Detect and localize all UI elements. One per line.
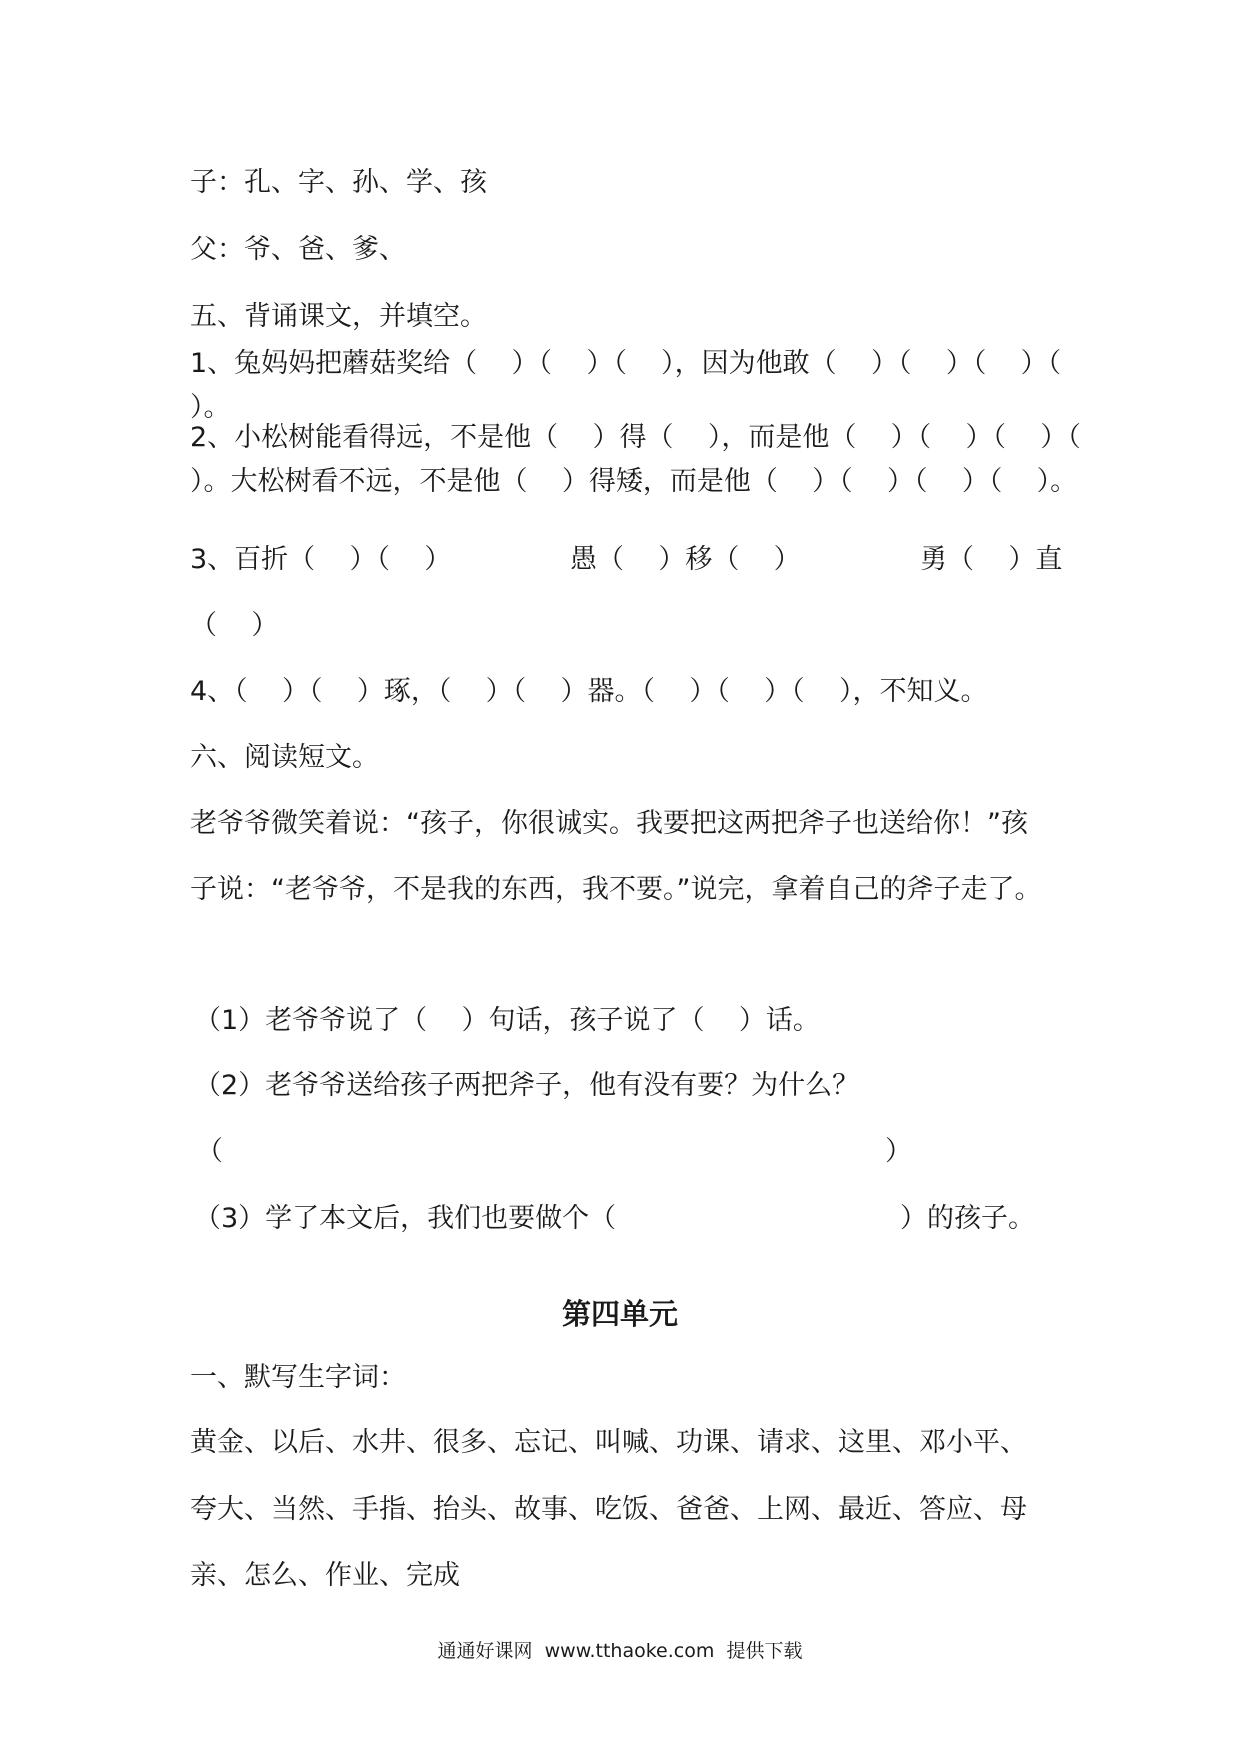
unit-four-heading: 第四单元: [561, 1297, 678, 1331]
word-list-line-1: 黄金、以后、水井、很多、忘记、叫喊、功课、请求、这里、邓小平、: [190, 1427, 1027, 1458]
unit-four-section-one-title: 一、默写生字词：: [190, 1362, 406, 1393]
question-5-3-part-a: 3、百折（ ）（ ）: [190, 544, 452, 575]
page-footer: 通通好课网 www.tthaoke.com 提供下载: [437, 1640, 803, 1662]
question-5-3-part-c: 勇（ ）直: [920, 544, 1063, 575]
question-5-3-part-d: （ ）: [190, 610, 279, 641]
question-6-2-answer-open: （: [196, 1136, 223, 1167]
question-5-4: 4、（ ）（ ）琢，（ ）（ ）器。（ ）（ ）（ ），不知义。: [190, 676, 988, 707]
radical-fu-line: 父：爷、爸、爹、: [190, 234, 406, 265]
question-6-3-part-b: ）的孩子。: [900, 1203, 1035, 1234]
question-5-1: 1、兔妈妈把蘑菇奖给（ ）（ ）（ ），因为他敢（ ）（ ）（ ）（ ）。: [190, 348, 1096, 423]
question-6-2-answer-close: ）: [885, 1136, 912, 1167]
question-5-3-part-b: 愚（ ）移（ ）: [570, 544, 801, 575]
question-5-2: 2、小松树能看得远，不是他（ ）得（ ），而是他（ ）（ ）（ ）（ ）。大松树看不远，不是他（ ）得矮，而是他（ ）（ ）（ ）（ ）。: [190, 422, 1116, 497]
section-five-title: 五、背诵课文，并填空。: [190, 301, 487, 332]
passage-line-2: 子说：“老爷爷，不是我的东西，我不要。”说完，拿着自己的斧子走了。: [190, 874, 1042, 905]
question-6-2: （2）老爷爷送给孩子两把斧子，他有没有要？为什么？: [194, 1070, 860, 1101]
question-6-3-part-a: （3）学了本文后，我们也要做个（: [194, 1203, 617, 1234]
radical-zi-line: 子：孔、字、孙、学、孩: [190, 167, 487, 198]
passage-line-1: 老爷爷微笑着说：“孩子，你很诚实。我要把这两把斧子也送给你！”孩: [190, 808, 1028, 839]
word-list-line-3: 亲、怎么、作业、完成: [190, 1560, 460, 1591]
question-6-1: （1）老爷爷说了（ ）句话，孩子说了（ ）话。: [194, 1005, 820, 1036]
word-list-line-2: 夸大、当然、手指、抬头、故事、吃饭、爸爸、上网、最近、答应、母: [190, 1494, 1027, 1525]
section-six-title: 六、阅读短文。: [190, 742, 379, 773]
